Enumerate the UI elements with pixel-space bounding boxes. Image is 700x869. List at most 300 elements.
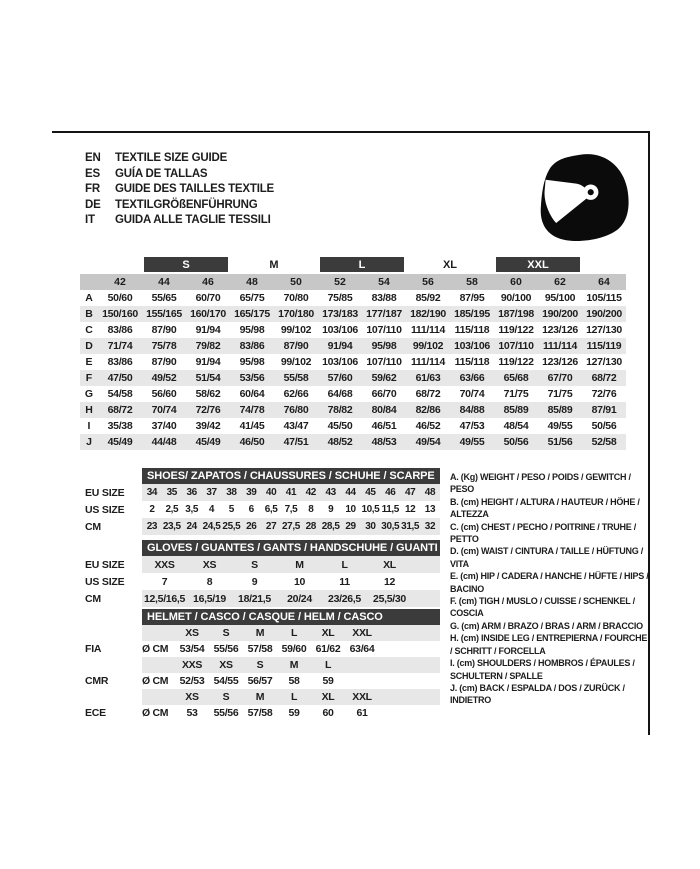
value-cell: 57/58 <box>247 643 273 655</box>
size-number: 64 <box>598 276 610 288</box>
value-cell: 27 <box>265 521 277 532</box>
size-value-cell: 160/170 <box>190 308 226 320</box>
size-value-cell: 48/52 <box>327 436 353 448</box>
standard-label: CMR <box>85 675 109 687</box>
size-value-cell: 115/119 <box>586 340 622 352</box>
size-value-cell: 68/72 <box>107 404 133 416</box>
table-row <box>85 573 445 590</box>
size-value-cell: 44/48 <box>151 436 177 448</box>
size-value-cell: 83/86 <box>107 356 133 368</box>
value-cell: 25,5/30 <box>373 592 406 605</box>
legend-item: E. (cm) HIP / CADERA / HANCHE / HÜFTE / HIPS / BACINO <box>450 571 649 594</box>
size-value-cell: 64/68 <box>327 388 353 400</box>
helmet-value-row <box>85 673 445 689</box>
value-strip <box>142 657 440 673</box>
size-value-cell: 59/62 <box>371 372 397 384</box>
standard-label: ECE <box>85 707 106 719</box>
size-number: 44 <box>158 276 170 288</box>
value-cell: 2,5 <box>165 504 179 515</box>
value-cell: 53 <box>186 707 198 719</box>
size-value-cell: 49/54 <box>415 436 441 448</box>
row-letter: J <box>86 436 92 448</box>
size-group-label: XXL <box>496 257 580 272</box>
size-number: 52 <box>334 276 346 288</box>
size-value-cell: 49/55 <box>547 420 573 432</box>
helmet-size-label: S <box>222 691 230 703</box>
size-value-cell: 95/98 <box>239 356 265 368</box>
language-title-list <box>85 151 274 229</box>
size-value-cell: 83/88 <box>371 292 397 304</box>
legend-item: A. (Kg) WEIGHT / PESO / POIDS / GEWITCH / PESO <box>450 472 631 495</box>
size-value-cell: 75/85 <box>327 292 353 304</box>
size-value-cell: 72/76 <box>591 388 617 400</box>
helmet-size-label: M <box>255 627 265 639</box>
size-value-cell: 87/90 <box>283 340 309 352</box>
size-value-cell: 95/100 <box>544 292 576 304</box>
size-value-cell: 111/114 <box>410 356 446 368</box>
size-value-cell: 170/180 <box>278 308 314 320</box>
size-value-cell: 83/86 <box>239 340 265 352</box>
value-cell: 61/62 <box>315 643 341 655</box>
language-code: FR <box>85 183 100 195</box>
size-value-cell: 48/53 <box>371 436 397 448</box>
size-value-cell: 43/47 <box>283 420 309 432</box>
value-cell: 24 <box>186 521 197 532</box>
table-row <box>80 338 626 354</box>
size-number: 54 <box>378 276 390 288</box>
value-cell: 30 <box>365 521 376 532</box>
size-value-cell: 57/60 <box>327 372 353 384</box>
value-cell: 10 <box>293 575 306 588</box>
value-strip <box>142 484 440 501</box>
gloves-title-row <box>85 540 445 556</box>
value-cell: 36 <box>186 487 197 498</box>
value-cell: 6,5 <box>264 504 278 515</box>
helmet-size-label: XL <box>321 691 335 703</box>
size-value-cell: 62/66 <box>283 388 309 400</box>
value-strip <box>142 590 440 607</box>
size-value-cell: 50/56 <box>503 436 529 448</box>
size-value-cell: 87/95 <box>459 292 485 304</box>
size-value-cell: 99/102 <box>280 356 312 368</box>
value-cell: 38 <box>226 487 237 498</box>
value-cell: 27,5 <box>282 521 300 532</box>
size-value-cell: 60/64 <box>239 388 265 400</box>
size-value-cell: 123/126 <box>542 356 578 368</box>
diameter-unit-label: Ø CM <box>142 643 169 655</box>
diameter-unit-label: Ø CM <box>142 707 169 719</box>
size-value-cell: 111/114 <box>542 340 578 352</box>
size-value-cell: 49/52 <box>151 372 177 384</box>
size-group-l <box>318 257 406 272</box>
size-value-cell: 80/84 <box>371 404 397 416</box>
value-cell: 23 <box>146 521 158 532</box>
helmet-size-label: M <box>289 659 299 671</box>
value-strip <box>142 501 440 518</box>
table-row <box>80 354 626 370</box>
value-cell: 16,5/19 <box>193 592 226 605</box>
size-value-cell: 105/115 <box>586 292 622 304</box>
table-row <box>85 518 445 535</box>
size-value-cell: 50/60 <box>107 292 133 304</box>
size-value-cell: 165/175 <box>234 308 270 320</box>
size-value-cell: 83/86 <box>107 324 133 336</box>
legend-item: G. (cm) ARM / BRAZO / BRAS / ARM / BRACCIO <box>450 620 643 631</box>
row-letter: E <box>85 356 93 368</box>
value-cell: 59 <box>288 707 300 719</box>
value-cell: 54/55 <box>213 675 239 687</box>
language-code: IT <box>85 214 95 226</box>
size-value-cell: 70/80 <box>283 292 309 304</box>
row-label: US SIZE <box>85 503 125 516</box>
row-label: CM <box>85 592 101 605</box>
value-cell: 29 <box>345 521 356 532</box>
size-group-xxl <box>494 257 582 272</box>
size-value-cell: 177/187 <box>366 308 402 320</box>
table-row <box>80 434 626 450</box>
helmet-size-label: XXL <box>352 691 372 703</box>
value-cell: L <box>341 558 348 571</box>
language-row <box>85 198 274 214</box>
size-number: 60 <box>510 276 522 288</box>
table-row <box>85 590 445 607</box>
language-row <box>85 167 274 183</box>
language-row <box>85 213 274 229</box>
size-value-cell: 190/200 <box>542 308 578 320</box>
value-strip <box>142 573 440 590</box>
value-cell: 25,5 <box>222 521 241 532</box>
value-cell: 32 <box>424 521 436 532</box>
size-value-cell: 85/89 <box>547 404 573 416</box>
value-cell: 35 <box>166 487 177 498</box>
size-value-cell: 115/118 <box>454 324 490 336</box>
size-value-cell: 91/94 <box>195 356 221 368</box>
value-cell: 58 <box>288 675 300 687</box>
size-value-cell: 53/56 <box>239 372 265 384</box>
size-value-cell: 70/74 <box>459 388 485 400</box>
size-group-label: L <box>320 257 404 272</box>
frame-border-top <box>52 131 650 133</box>
size-value-cell: 75/78 <box>151 340 177 352</box>
helmet-value-row <box>85 705 445 721</box>
table-row <box>80 306 626 322</box>
value-strip <box>142 518 440 535</box>
size-value-cell: 47/51 <box>283 436 309 448</box>
size-value-cell: 39/42 <box>195 420 221 432</box>
size-value-cell: 82/86 <box>415 404 441 416</box>
value-cell: 9 <box>251 575 258 588</box>
size-band-spacer <box>80 257 142 272</box>
value-strip <box>142 705 440 721</box>
value-cell: 57/58 <box>247 707 273 719</box>
value-cell: 18/21,5 <box>238 592 271 605</box>
value-cell: XL <box>383 558 396 571</box>
value-cell: 10 <box>345 504 356 515</box>
row-letter: A <box>85 292 93 304</box>
size-value-cell: 187/198 <box>498 308 534 320</box>
row-label: EU SIZE <box>85 558 125 571</box>
value-cell: 44 <box>345 487 356 498</box>
language-title: TEXTILE SIZE GUIDE <box>115 152 228 164</box>
value-cell: 6 <box>248 504 254 515</box>
value-cell: 53/54 <box>179 643 205 655</box>
value-cell: 40 <box>265 487 277 498</box>
value-cell: 11,5 <box>381 504 399 515</box>
helmet-size-label: S <box>256 659 264 671</box>
size-value-cell: 99/102 <box>412 340 444 352</box>
shoes-rows <box>85 484 445 535</box>
size-value-cell: 61/63 <box>415 372 441 384</box>
size-value-cell: 55/65 <box>151 292 177 304</box>
value-cell: 2 <box>149 504 155 515</box>
size-value-cell: 50/56 <box>591 420 617 432</box>
helmet-icon <box>536 150 632 246</box>
size-value-cell: 123/126 <box>542 324 578 336</box>
language-title: GUÍA DE TALLAS <box>115 167 208 180</box>
size-value-cell: 70/74 <box>151 404 177 416</box>
size-value-cell: 46/52 <box>415 420 441 432</box>
size-value-cell: 115/118 <box>454 356 490 368</box>
table-row <box>85 501 445 518</box>
row-letter: D <box>85 340 93 352</box>
size-value-cell: 65/75 <box>239 292 265 304</box>
size-value-cell: 85/92 <box>415 292 441 304</box>
size-value-cell: 55/58 <box>283 372 309 384</box>
value-cell: 52/53 <box>179 675 205 687</box>
spacer <box>85 609 142 625</box>
size-value-cell: 107/110 <box>498 340 534 352</box>
measurement-legend <box>450 471 650 707</box>
value-cell: 11 <box>339 575 350 588</box>
size-value-cell: 67/70 <box>547 372 573 384</box>
size-value-cell: 103/106 <box>454 340 490 352</box>
row-letter: H <box>85 404 93 416</box>
spacer <box>85 657 142 673</box>
value-cell: 23/26,5 <box>328 592 361 605</box>
legend-item: H. (cm) INSIDE LEG / ENTREPIERNA / FOURCHE / SCHRITT / FORCELLA <box>450 633 648 656</box>
spacer <box>85 625 142 641</box>
size-value-cell: 45/49 <box>195 436 221 448</box>
size-value-cell: 66/70 <box>371 388 397 400</box>
size-group-label: M <box>269 258 279 271</box>
size-number: 56 <box>422 276 434 288</box>
size-number: 62 <box>554 276 566 288</box>
value-cell: 7 <box>161 575 168 588</box>
size-value-cell: 68/72 <box>591 372 617 384</box>
helmet-size-label: XS <box>185 627 199 639</box>
size-number: 42 <box>114 276 126 288</box>
gloves-section-title: GLOVES / GUANTES / GANTS / HANDSCHUHE / GUANTI <box>142 540 440 556</box>
value-cell: 59 <box>322 675 334 687</box>
size-value-cell: 127/130 <box>586 324 622 336</box>
helmet-section-title: HELMET / CASCO / CASQUE / HELM / CASCO <box>142 609 440 625</box>
value-cell: 60 <box>322 707 334 719</box>
size-number-header-row <box>80 274 626 290</box>
size-value-cell: 51/56 <box>547 436 573 448</box>
value-cell: 42 <box>305 487 316 498</box>
row-letter: B <box>85 308 93 320</box>
row-label: US SIZE <box>85 575 125 588</box>
gloves-size-table <box>85 540 445 607</box>
value-cell: 43 <box>325 487 336 498</box>
size-band-spacer <box>582 257 626 272</box>
value-cell: 13 <box>424 504 436 515</box>
size-number: 46 <box>202 276 214 288</box>
size-value-cell: 87/91 <box>591 404 617 416</box>
helmet-size-label: XXS <box>181 659 203 671</box>
size-value-cell: 72/76 <box>195 404 221 416</box>
spacer <box>85 540 142 556</box>
size-value-cell: 46/51 <box>371 420 397 432</box>
value-cell: 55/56 <box>213 643 239 655</box>
size-value-cell: 63/66 <box>459 372 485 384</box>
value-strip <box>142 673 440 689</box>
shoes-size-table <box>85 468 445 535</box>
value-cell: 20/24 <box>287 592 312 605</box>
size-value-cell: 71/75 <box>547 388 573 400</box>
size-value-cell: 87/90 <box>151 324 177 336</box>
table-row <box>80 386 626 402</box>
spacer <box>85 689 142 705</box>
value-cell: 8 <box>308 504 314 515</box>
size-value-cell: 71/75 <box>503 388 529 400</box>
value-cell: XXS <box>154 558 175 571</box>
value-cell: 9 <box>328 504 334 515</box>
size-value-cell: 45/50 <box>327 420 353 432</box>
value-cell: 28,5 <box>321 521 340 532</box>
helmet-size-label: S <box>222 627 230 639</box>
helmet-size-row <box>85 689 445 705</box>
value-cell: 30,5 <box>381 521 400 532</box>
legend-item: D. (cm) WAIST / CINTURA / TAILLE / HÜFTUNG / VITA <box>450 546 643 569</box>
value-strip <box>142 641 440 657</box>
diameter-unit-label: Ø CM <box>142 675 169 687</box>
size-value-cell: 37/40 <box>151 420 177 432</box>
size-number: 48 <box>246 276 258 288</box>
helmet-size-label: L <box>324 659 332 671</box>
size-group-label: S <box>144 257 228 272</box>
value-cell: 47 <box>404 487 416 498</box>
size-value-cell: 190/200 <box>586 308 622 320</box>
helmet-size-label: L <box>290 627 298 639</box>
size-value-cell: 78/82 <box>327 404 353 416</box>
size-value-cell: 79/82 <box>195 340 221 352</box>
size-value-cell: 46/50 <box>239 436 265 448</box>
value-cell: 3,5 <box>185 504 198 515</box>
row-label: CM <box>85 520 101 533</box>
size-value-cell: 35/38 <box>107 420 133 432</box>
legend-item: J. (cm) BACK / ESPALDA / DOS / ZURÜCK / INDIETRO <box>450 682 625 706</box>
value-cell: 41 <box>285 487 297 498</box>
size-value-cell: 58/62 <box>195 388 221 400</box>
value-cell: 55/56 <box>213 707 239 719</box>
value-strip <box>142 556 440 573</box>
helmet-size-label: L <box>290 691 298 703</box>
size-value-cell: 107/110 <box>366 356 402 368</box>
value-cell: 31,5 <box>401 521 420 532</box>
size-value-cell: 99/102 <box>280 324 312 336</box>
helmet-size-label: XL <box>321 627 335 639</box>
table-row <box>80 402 626 418</box>
value-strip <box>142 625 440 641</box>
table-row <box>85 484 445 501</box>
size-value-cell: 71/74 <box>107 340 133 352</box>
row-label: EU SIZE <box>85 486 125 499</box>
helmet-size-label: XS <box>219 659 233 671</box>
helmet-size-row <box>85 625 445 641</box>
size-value-cell: 52/58 <box>591 436 617 448</box>
size-group-xl <box>406 257 494 272</box>
size-value-cell: 60/70 <box>195 292 221 304</box>
size-value-cell: 56/60 <box>151 388 177 400</box>
size-group-label: XL <box>442 258 458 271</box>
size-value-cell: 185/195 <box>454 308 490 320</box>
helmet-title-row <box>85 609 445 625</box>
row-letter: C <box>85 324 93 336</box>
size-group-m <box>230 257 318 272</box>
size-value-cell: 173/183 <box>322 308 358 320</box>
value-cell: 4 <box>208 504 215 515</box>
size-number: 58 <box>466 276 478 288</box>
size-value-cell: 103/106 <box>322 324 358 336</box>
value-cell: 12 <box>404 504 416 515</box>
size-value-cell: 41/45 <box>239 420 265 432</box>
value-cell: 12,5/16,5 <box>143 592 186 605</box>
value-cell: 46 <box>385 487 396 498</box>
value-cell: S <box>251 558 258 571</box>
helmet-size-row <box>85 657 445 673</box>
helmet-size-label: M <box>255 691 265 703</box>
helmet-size-label: XS <box>185 691 199 703</box>
size-value-cell: 95/98 <box>239 324 265 336</box>
value-cell: 10,5 <box>361 504 380 515</box>
value-strip <box>142 689 440 705</box>
language-code: ES <box>85 167 100 180</box>
language-row <box>85 182 274 198</box>
textile-size-table <box>80 257 626 450</box>
gloves-rows <box>85 556 445 607</box>
legend-item: F. (cm) TIGH / MUSLO / CUISSE / SCHENKEL / COSCIA <box>450 596 635 619</box>
size-value-cell: 119/122 <box>498 356 534 368</box>
helmet-size-label: XXL <box>352 627 372 639</box>
value-cell: 7,5 <box>284 504 298 515</box>
size-value-cell: 155/165 <box>146 308 182 320</box>
language-title: GUIDA ALLE TAGLIE TESSILI <box>115 214 271 226</box>
value-cell: M <box>295 558 304 571</box>
row-letter: I <box>87 420 91 432</box>
size-value-cell: 95/98 <box>371 340 397 352</box>
size-value-cell: 65/68 <box>503 372 529 384</box>
table-row <box>85 556 445 573</box>
size-group-s <box>142 257 230 272</box>
size-value-cell: 54/58 <box>107 388 133 400</box>
size-value-cell: 76/80 <box>283 404 309 416</box>
size-value-cell: 47/53 <box>459 420 485 432</box>
value-cell: 59/60 <box>281 643 307 655</box>
language-code: EN <box>85 152 101 164</box>
legend-item: I. (cm) SHOULDERS / HOMBROS / ÉPAULES / SCHULTERN / SPALLE <box>450 658 635 681</box>
size-value-cell: 51/54 <box>195 372 221 384</box>
value-cell: 24,5 <box>202 521 221 532</box>
value-cell: 23,5 <box>162 521 181 532</box>
language-title: TEXTILGRÖßENFÜHRUNG <box>115 198 258 211</box>
table-row <box>80 370 626 386</box>
size-value-cell: 91/94 <box>195 324 221 336</box>
textile-size-rows <box>80 290 626 450</box>
size-value-cell: 119/122 <box>498 324 534 336</box>
standard-label: FIA <box>85 643 102 655</box>
shoes-title-row <box>85 468 445 484</box>
